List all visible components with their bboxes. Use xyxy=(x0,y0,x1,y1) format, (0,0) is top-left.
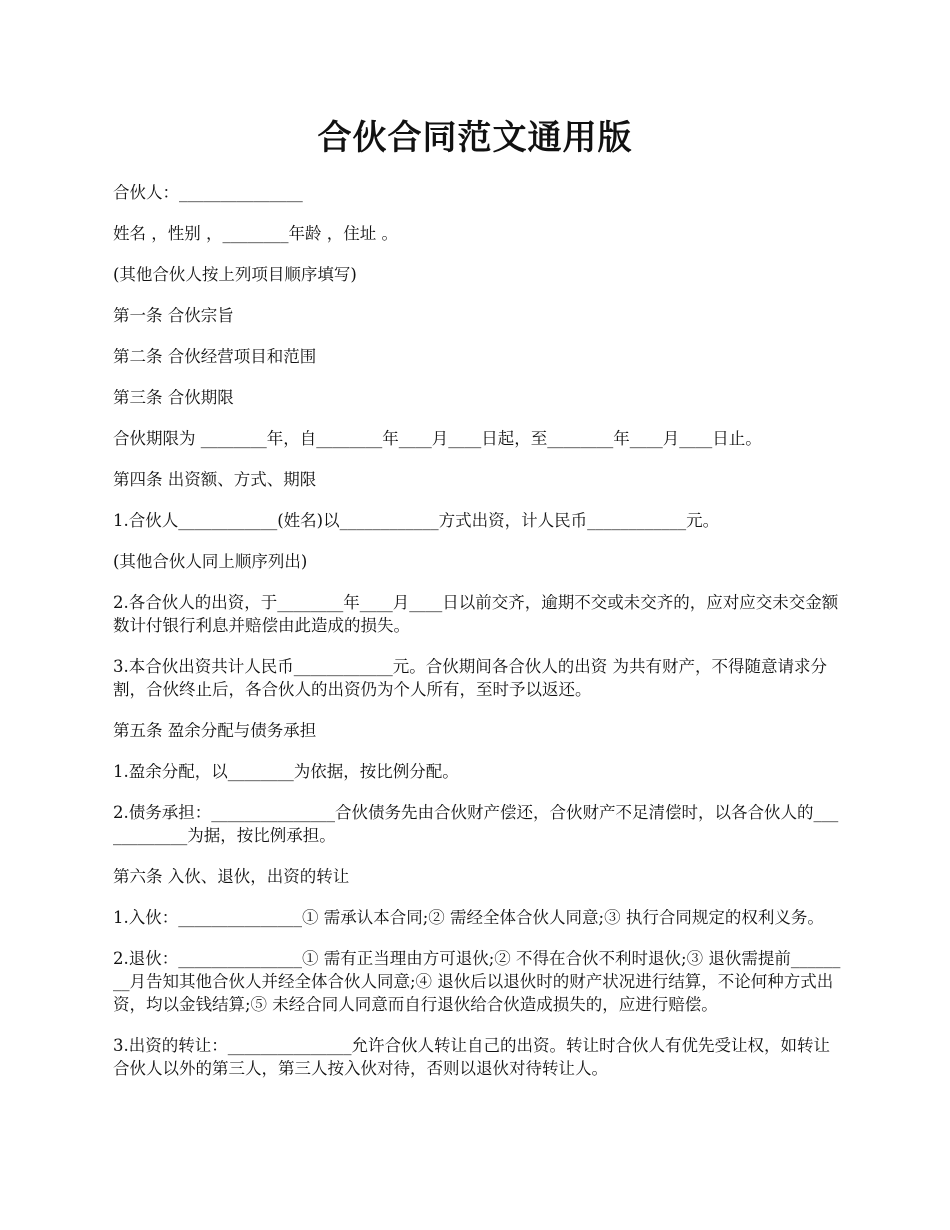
article-3-heading: 第三条 合伙期限 xyxy=(113,388,234,407)
paragraph-other-partners-note: (其他合伙人按上列项目顺序填写) xyxy=(113,265,357,284)
paragraph-contribution-3: 3.本合伙出资共计人民币____________元。合伙期间各合伙人的出资 为共有财产，不得随意请求分割，合伙终止后，各合伙人的出资仍为个人所有，至时予以返还。 xyxy=(113,657,827,699)
article-2-heading: 第二条 合伙经营项目和范围 xyxy=(113,347,317,366)
document-title: 合伙合同范文通用版 xyxy=(317,118,633,158)
article-4-heading: 第四条 出资额、方式、期限 xyxy=(113,470,317,489)
paragraph-term: 合伙期限为 ________年，自________年____月____日起，至________年____月____日止。 xyxy=(113,429,762,448)
paragraph-profit: 1.盈余分配，以________为依据，按比例分配。 xyxy=(113,762,459,781)
paragraph-debt: 2.债务承担：_______________合伙债务先由合伙财产偿还，合伙财产不足清偿时，以各合伙人的____________为据，按比例承担。 xyxy=(113,803,839,845)
paragraph-partner: 合伙人：_______________ xyxy=(113,183,303,202)
document-body xyxy=(113,181,843,1080)
paragraph-withdraw: 2.退伙：_______________① 需有正当理由方可退伙;② 不得在合伙不利时退伙;③ 退伙需提前________月告知其他合伙人并经全体合伙人同意;④ 退伙后以退伙时的财产状况进行结算，不论何种方式出资，均以金钱结算;⑤ 未经合同人同意而自行退伙给合伙造成损失的，应进行赔偿。 xyxy=(113,949,841,1014)
article-1-heading: 第一条 合伙宗旨 xyxy=(113,306,234,325)
document-page xyxy=(113,0,843,1098)
paragraph-transfer: 3.出资的转让：_______________允许合伙人转让自己的出资。转让时合伙人有优先受让权，如转让合伙人以外的第三人，第三人按入伙对待，否则以退伙对待转让人。 xyxy=(113,1036,830,1078)
article-5-heading: 第五条 盈余分配与债务承担 xyxy=(113,721,317,740)
paragraph-join: 1.入伙：_______________① 需承认本合同;② 需经全体合伙人同意;③ 执行合同规定的权利义务。 xyxy=(113,908,824,927)
paragraph-partner-info: 姓名 ，性别 ，________年龄 ，住址 。 xyxy=(113,224,398,243)
article-6-heading: 第六条 入伙、退伙，出资的转让 xyxy=(113,867,350,886)
paragraph-contribution-2: 2.各合伙人的出资，于________年____月____日以前交齐，逾期不交或未交齐的，应对应交未交金额数计付银行利息并赔偿由此造成的损失。 xyxy=(113,593,839,635)
paragraph-contribution-note: (其他合伙人同上顺序列出) xyxy=(113,552,308,571)
paragraph-contribution-1: 1.合伙人____________(姓名)以____________方式出资，计人民币____________元。 xyxy=(113,511,720,530)
